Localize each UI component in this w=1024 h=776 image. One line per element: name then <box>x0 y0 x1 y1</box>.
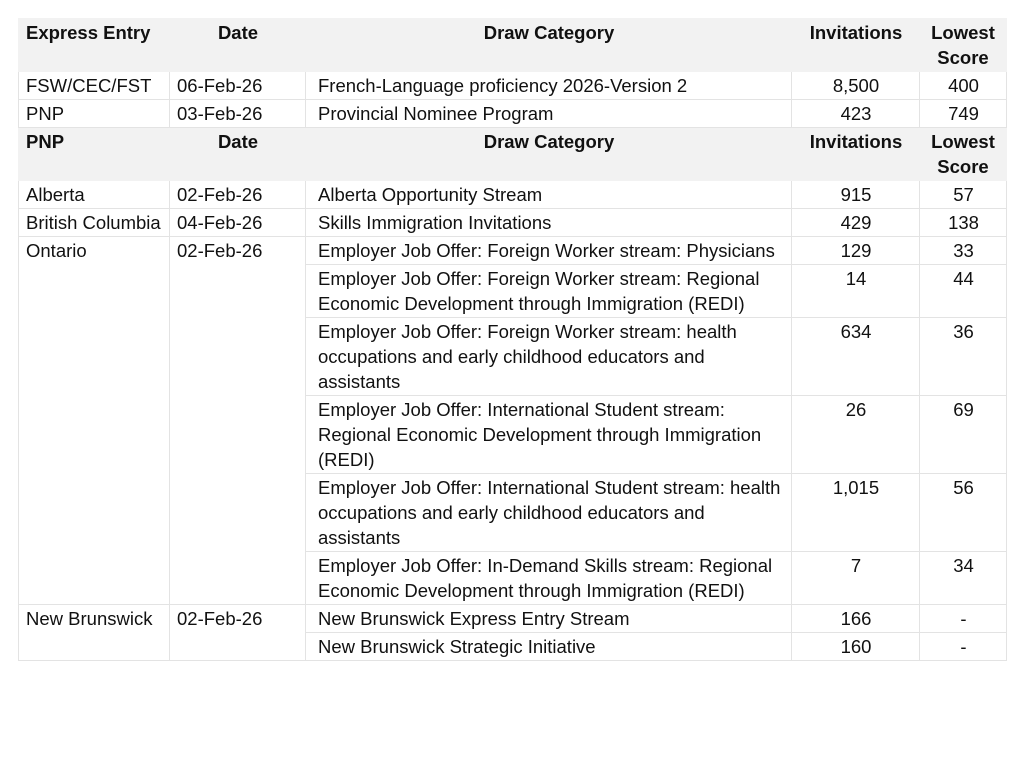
table-row <box>19 72 1007 100</box>
table-row <box>19 100 1007 128</box>
score-cell: 749 <box>920 100 1007 128</box>
province-cell: Alberta <box>19 181 170 209</box>
table-row <box>19 181 1007 209</box>
header-lowest-score: Lowest Score <box>920 128 1007 181</box>
score-cell: 138 <box>920 209 1007 237</box>
date-cell: 02-Feb-26 <box>170 237 306 605</box>
invitations-cell: 634 <box>792 318 920 396</box>
category-cell: French-Language proficiency 2026-Version 2 <box>306 72 792 100</box>
score-cell: 400 <box>920 72 1007 100</box>
date-cell: 02-Feb-26 <box>170 605 306 661</box>
header-lowest-score: Lowest Score <box>920 19 1007 72</box>
score-cell: 36 <box>920 318 1007 396</box>
score-cell: - <box>920 605 1007 633</box>
invitations-cell: 7 <box>792 552 920 605</box>
invitations-cell: 129 <box>792 237 920 265</box>
score-cell: 34 <box>920 552 1007 605</box>
category-cell: Employer Job Offer: Foreign Worker stream: Regional Economic Development through Immigration (REDI) <box>306 265 792 318</box>
score-cell: 33 <box>920 237 1007 265</box>
header-date: Date <box>170 19 306 72</box>
invitations-cell: 1,015 <box>792 474 920 552</box>
invitations-cell: 423 <box>792 100 920 128</box>
header-invitations: Invitations <box>792 128 920 181</box>
province-cell: British Columbia <box>19 209 170 237</box>
score-cell: - <box>920 633 1007 661</box>
pnp-header-row <box>19 128 1007 181</box>
score-cell: 44 <box>920 265 1007 318</box>
category-cell: Employer Job Offer: International Student stream: health occupations and early childhood educators and assistants <box>306 474 792 552</box>
category-cell: Alberta Opportunity Stream <box>306 181 792 209</box>
invitations-cell: 915 <box>792 181 920 209</box>
category-cell: New Brunswick Express Entry Stream <box>306 605 792 633</box>
category-cell: Provincial Nominee Program <box>306 100 792 128</box>
invitations-cell: 26 <box>792 396 920 474</box>
category-cell: Skills Immigration Invitations <box>306 209 792 237</box>
score-cell: 57 <box>920 181 1007 209</box>
header-draw-category: Draw Category <box>306 128 792 181</box>
date-cell: 03-Feb-26 <box>170 100 306 128</box>
invitations-cell: 8,500 <box>792 72 920 100</box>
express-entry-header-row <box>19 19 1007 72</box>
category-cell: Employer Job Offer: International Student stream: Regional Economic Development through Immigration (REDI) <box>306 396 792 474</box>
date-cell: 02-Feb-26 <box>170 181 306 209</box>
category-cell: Employer Job Offer: In-Demand Skills stream: Regional Economic Development through Immigration (REDI) <box>306 552 792 605</box>
invitations-cell: 429 <box>792 209 920 237</box>
program-cell: FSW/CEC/FST <box>19 72 170 100</box>
program-cell: PNP <box>19 100 170 128</box>
province-cell: New Brunswick <box>19 605 170 661</box>
date-cell: 06-Feb-26 <box>170 72 306 100</box>
score-cell: 69 <box>920 396 1007 474</box>
draws-table <box>18 18 1007 661</box>
table-row <box>19 237 1007 265</box>
score-cell: 56 <box>920 474 1007 552</box>
header-pnp: PNP <box>19 128 170 181</box>
invitations-cell: 14 <box>792 265 920 318</box>
category-cell: Employer Job Offer: Foreign Worker stream: Physicians <box>306 237 792 265</box>
header-draw-category: Draw Category <box>306 19 792 72</box>
category-cell: Employer Job Offer: Foreign Worker stream: health occupations and early childhood educators and assistants <box>306 318 792 396</box>
date-cell: 04-Feb-26 <box>170 209 306 237</box>
invitations-cell: 160 <box>792 633 920 661</box>
header-express-entry: Express Entry <box>19 19 170 72</box>
header-date: Date <box>170 128 306 181</box>
invitations-cell: 166 <box>792 605 920 633</box>
province-cell: Ontario <box>19 237 170 605</box>
category-cell: New Brunswick Strategic Initiative <box>306 633 792 661</box>
header-invitations: Invitations <box>792 19 920 72</box>
table-row <box>19 605 1007 633</box>
table-row <box>19 209 1007 237</box>
